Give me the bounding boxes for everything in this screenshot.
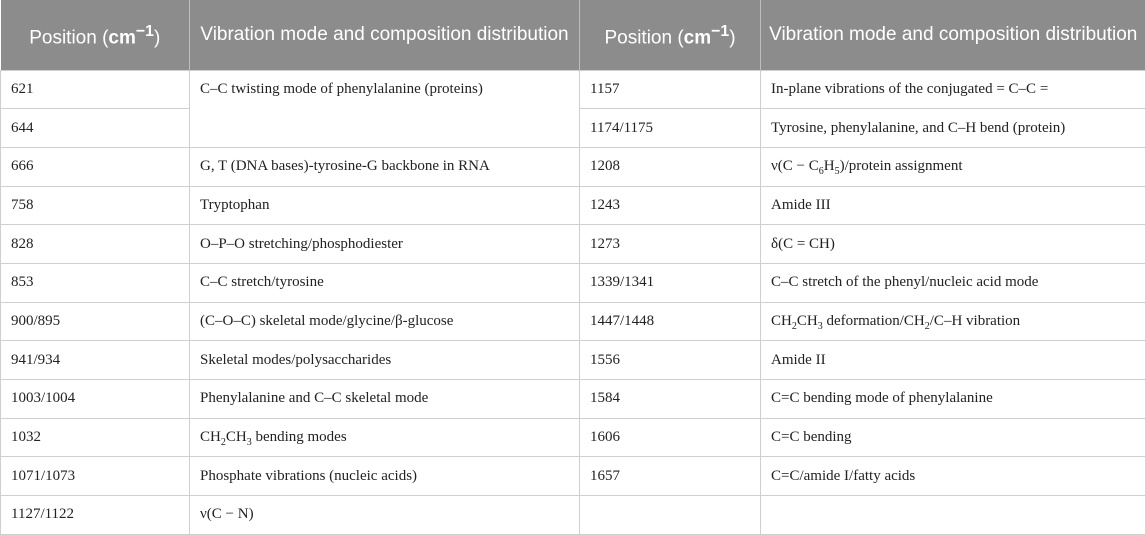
mode-cell: C–C stretch/tyrosine — [190, 263, 580, 302]
mode-cell: O–P–O stretching/phosphodiester — [190, 225, 580, 264]
position-cell: 1032 — [1, 418, 190, 457]
mode-cell: C=C bending mode of phenylalanine — [761, 380, 1145, 419]
mode-cell: Amide II — [761, 341, 1145, 380]
position-cell: 758 — [1, 186, 190, 225]
mode-cell: C–C stretch of the phenyl/nucleic acid mode — [761, 263, 1145, 302]
position-cell: 644 — [1, 109, 190, 148]
position-cell: 1657 — [580, 457, 761, 496]
position-cell: 1003/1004 — [1, 380, 190, 419]
mode-cell: Phosphate vibrations (nucleic acids) — [190, 457, 580, 496]
position-cell — [580, 496, 761, 535]
table-row — [1, 186, 1145, 225]
mode-cell: $\nu(C - C_6H_5)$/protein assignment — [761, 147, 1145, 186]
mode-cell: C–C twisting mode of phenylalanine (proteins) — [190, 70, 580, 147]
mode-cell: C=C/amide I/fatty acids — [761, 457, 1145, 496]
header-mode-right: Vibration mode and composition distribution — [761, 0, 1145, 70]
mode-cell: G, T (DNA bases)-tyrosine-G backbone in RNA — [190, 147, 580, 186]
table-row — [1, 70, 1145, 109]
header-position-right: Position $(cm^{-1})$ — [580, 0, 761, 70]
mode-cell — [761, 496, 1145, 535]
position-cell: 1556 — [580, 341, 761, 380]
mode-cell: Amide III — [761, 186, 1145, 225]
mode-cell: $CH_2CH_3$ deformation/$CH_2/C-H$ vibration — [761, 302, 1145, 341]
mode-cell: ν(C − N) — [190, 496, 580, 535]
position-cell: 1127/1122 — [1, 496, 190, 535]
table-row — [1, 263, 1145, 302]
position-cell: 1174/1175 — [580, 109, 761, 148]
mode-cell: Phenylalanine and C–C skeletal mode — [190, 380, 580, 419]
position-cell: 666 — [1, 147, 190, 186]
position-cell: 1447/1448 — [580, 302, 761, 341]
position-cell: 1157 — [580, 70, 761, 109]
table-row — [1, 225, 1145, 264]
table-row — [1, 147, 1145, 186]
position-cell: 941/934 — [1, 341, 190, 380]
header-row — [1, 0, 1145, 70]
table-row — [1, 341, 1145, 380]
table-row — [1, 418, 1145, 457]
mode-cell: Tyrosine, phenylalanine, and C–H bend (protein) — [761, 109, 1145, 148]
mode-cell: Skeletal modes/polysaccharides — [190, 341, 580, 380]
position-cell: 1606 — [580, 418, 761, 457]
mode-cell: Tryptophan — [190, 186, 580, 225]
position-cell: 828 — [1, 225, 190, 264]
table-row — [1, 380, 1145, 419]
table-row — [1, 496, 1145, 535]
mode-cell: δ(C = CH) — [761, 225, 1145, 264]
position-cell: 1071/1073 — [1, 457, 190, 496]
position-cell: 1243 — [580, 186, 761, 225]
position-cell: 1584 — [580, 380, 761, 419]
table-row — [1, 302, 1145, 341]
mode-cell: In-plane vibrations of the conjugated = C–C = — [761, 70, 1145, 109]
header-position-left: Position $(cm^{-1})$ — [1, 0, 190, 70]
position-cell: 621 — [1, 70, 190, 109]
position-cell: 1208 — [580, 147, 761, 186]
mode-cell: C=C bending — [761, 418, 1145, 457]
mode-cell: $CH_2CH_3$ bending modes — [190, 418, 580, 457]
table-row — [1, 457, 1145, 496]
mode-cell: (C–O–C) skeletal mode/glycine/β-glucose — [190, 302, 580, 341]
position-cell: 1273 — [580, 225, 761, 264]
position-cell: 900/895 — [1, 302, 190, 341]
position-cell: 1339/1341 — [580, 263, 761, 302]
header-mode-left: Vibration mode and composition distribution — [190, 0, 580, 70]
position-cell: 853 — [1, 263, 190, 302]
